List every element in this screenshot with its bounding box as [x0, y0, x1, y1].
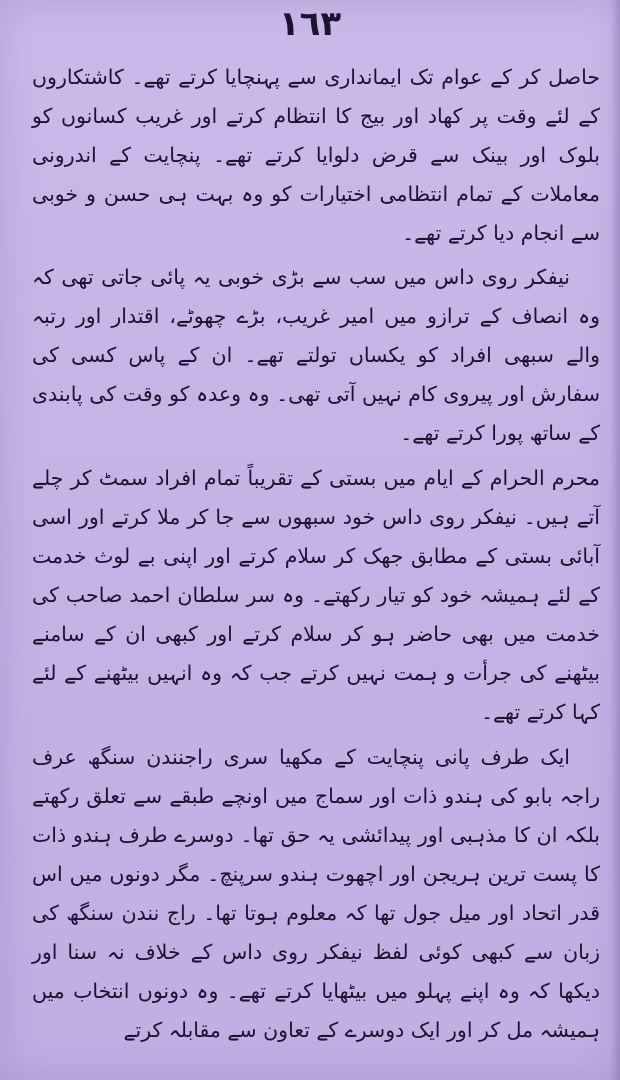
- page-number: ١٦٣: [278, 4, 342, 44]
- paragraph-4: ایک طرف پانی پنچایت کے مکھیا سری راجنندن سنگھ عرف راجہ بابو کی ہندو ذات اور سماج میں اونچے طبقے سے تعلق رکھتے بلکہ ان کا مذہبی اور پیدائشی یہ حق تھا۔ دوسرے طرف ہندو ذات کا پست ترین ہریجن اور اچھوت ہندو سرپنچ۔ مگر دونوں میں اس قدر اتحاد اور میل جول تھا کہ معلوم ہوتا تھا۔ راج نندن سنگھ کی زبان سے کبھی کوئی لفظ نیفکر روی داس کے خلاف نہ سنا اور دیکھا کہ وہ اپنے پہلو میں بیٹھایا کرتے تھے۔ وہ دونوں انتخاب میں ہمیشہ مل کر اور ایک دوسرے کے تعاون سے مقابلہ کرتے: [32, 745, 600, 1042]
- paragraph-1: حاصل کر کے عوام تک ایمانداری سے پہنچایا کرتے تھے۔ کاشتکاروں کے لئے وقت پر کھاد اور بیج کا انتظام کرتے اور غریب کسانوں کو بلوک اور بینک سے قرض دلوایا کرتے تھے۔ پنچایت کے اندرونی معاملات کے تمام انتظامی اختیارات کو وہ بہت ہی حسن و خوبی سے انجام دیا کرتے تھے۔: [32, 65, 600, 245]
- paragraph-3: محرم الحرام کے ایام میں بستی کے تقریباً تمام افراد سمٹ کر چلے آتے ہیں۔ نیفکر روی داس خود سبھوں سے جا کر ملا کرتے اور اسی آبائی بستی کے مطابق جھک کر سلام کرتے اور اپنی بے لوث خدمت کے لئے ہمیشہ خود کو تیار رکھتے۔ وہ سر سلطان احمد صاحب کی خدمت میں بھی حاضر ہو کر سلام کرتے اور کبھی ان کے سامنے بیٹھنے کی جرأت و ہمت نہیں کرتے جب کہ وہ انہیں بیٹھنے کے لئے کہا کرتے تھے۔: [32, 466, 600, 724]
- page-body: [32, 58, 600, 1050]
- page-binding-edge: [610, 0, 620, 1080]
- paragraph-2: نیفکر روی داس میں سب سے بڑی خوبی یہ پائی جاتی تھی کہ وہ انصاف کے ترازو میں امیر غریب، بڑے چھوٹے، اقتدار اور رتبہ والے سبھی افراد کو یکساں تولتے تھے۔ ان کے پاس کسی کی سفارش اور پیروی کام نہیں آتی تھی۔ وہ وعدہ کو وقت کی پابندی کے ساتھ پورا کرتے تھے۔: [32, 265, 600, 445]
